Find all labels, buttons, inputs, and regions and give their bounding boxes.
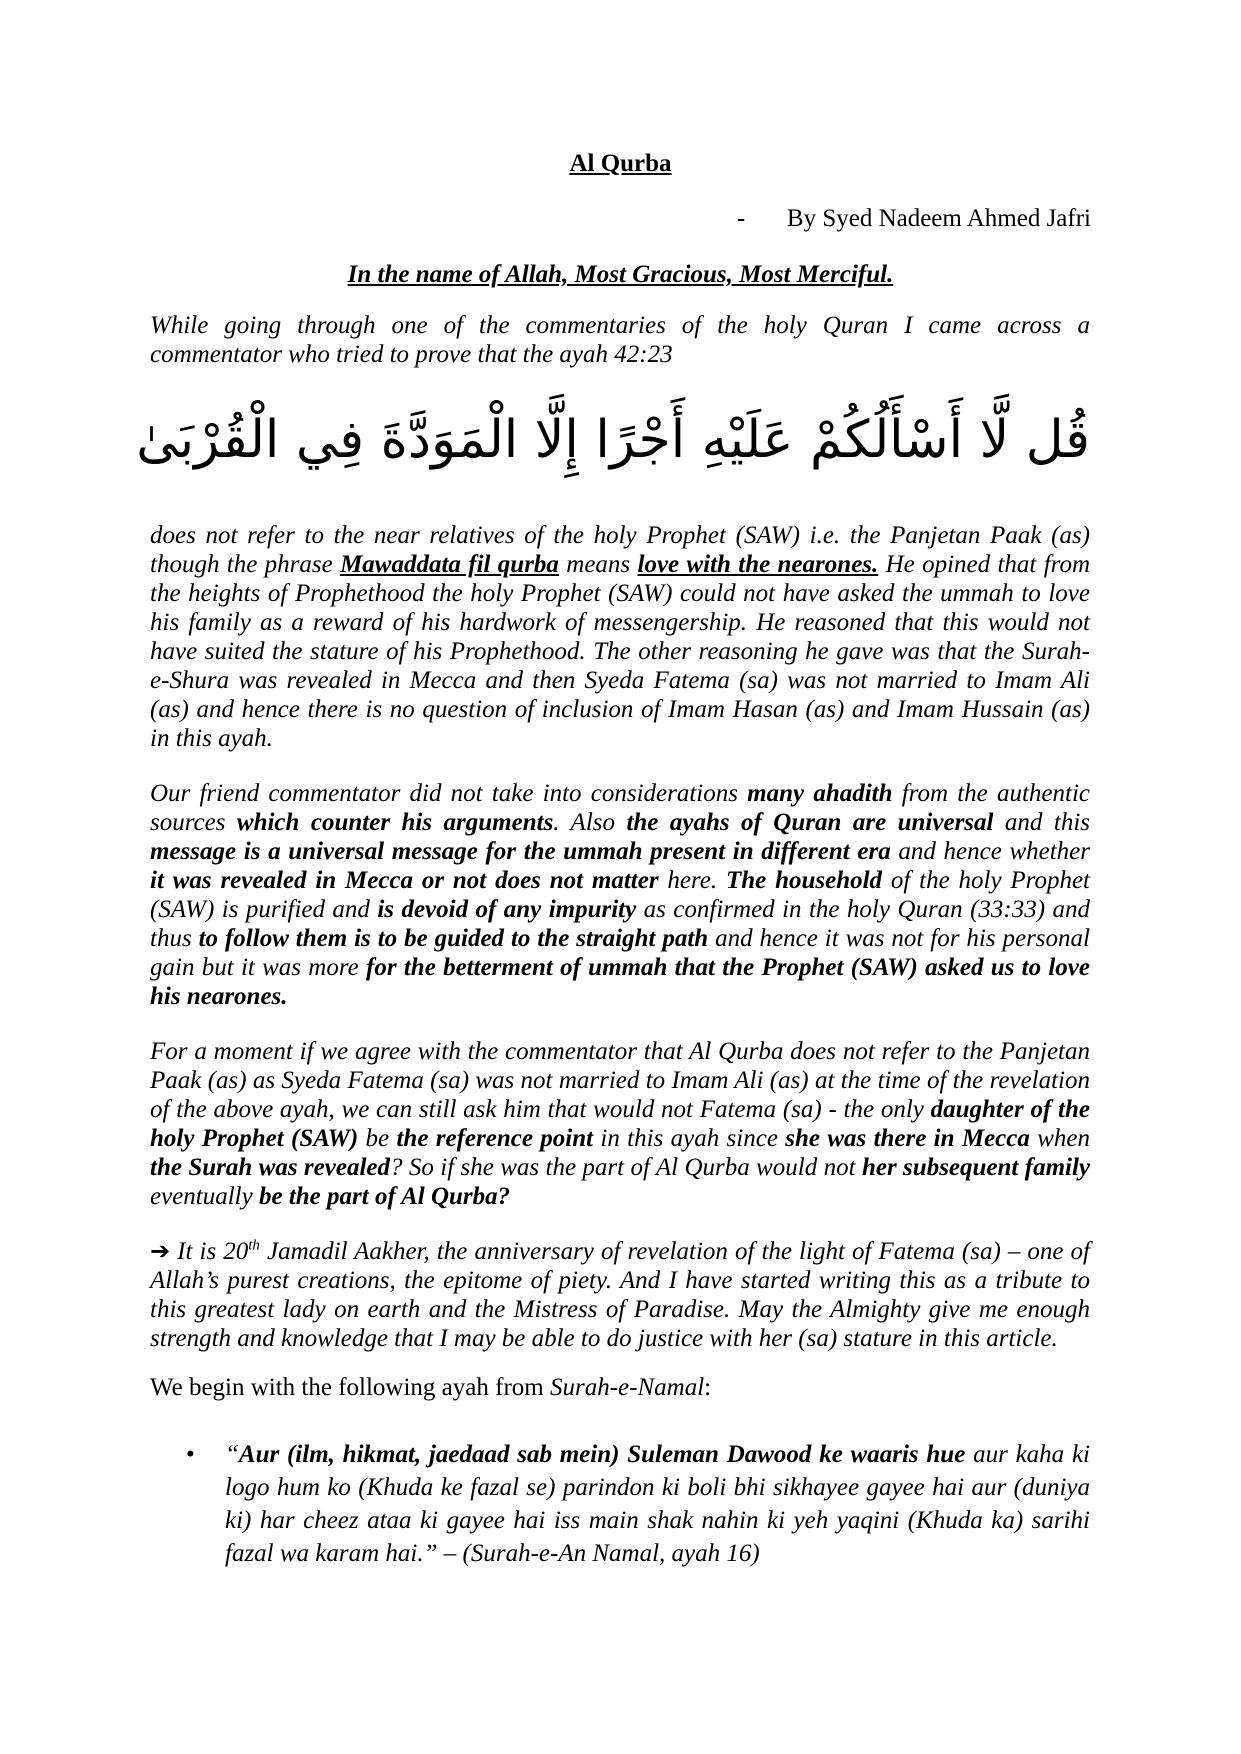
- text-span: here.: [658, 867, 726, 894]
- text-span: be: [358, 1125, 397, 1152]
- bold-span: for the betterment of ummah that the Prophet (SAW) asked us to love his nearones.: [150, 954, 1090, 1010]
- bold-span: the reference point: [396, 1125, 594, 1152]
- arrow-icon: ➔: [150, 1237, 171, 1265]
- text-span: He opined that from the heights of Prophethood the holy Prophet (SAW) could not have asked the ummah to love his family as a reward of his hardwork of messengership. He reasoned that this would not have suited the stature of his Prophethood. The other reasoning he gave was that the Surah-e-Shura was revealed in Mecca and then Syeda Fatema (sa) was not married to Imam Ali (as) and hence there is no question of inclusion of Imam Hasan (as) and Imam Hussain (as) in this ayah.: [150, 551, 1091, 752]
- intro-paragraph: While going through one of the commentaries of the holy Quran I came across a commentator who tried to prove that the ayah 42:23: [150, 312, 1090, 368]
- bold-span: is devoid of any impurity: [377, 896, 637, 923]
- paragraph-begin: [150, 1373, 1090, 1402]
- text-span: ? So if she was the part of Al Qurba would not: [390, 1154, 862, 1181]
- text-span: Jamadil Aakher, the anniversary of revelation of the light of Fatema (sa) – one of Allah’s purest creations, the epitome of piety. And I have started writing this as a tribute to this greatest lady on earth and the Mistress of Paradise. May the Almighty give me enough strength and knowledge that I may be able to do justice with her (sa) stature in this article.: [150, 1238, 1090, 1352]
- text-span: eventually: [150, 1183, 259, 1210]
- bold-span: daughter of the holy Prophet (SAW): [150, 1096, 1090, 1152]
- bold-span: to follow them is to be guided to the straight path: [198, 925, 709, 952]
- document-title: Al Qurba: [569, 150, 672, 177]
- bold-span: her subsequent family: [861, 1154, 1091, 1181]
- bold-span: which counter his arguments: [236, 809, 554, 836]
- text-span: We begin with the following ayah from: [150, 1374, 550, 1401]
- byline-dash: -: [736, 205, 746, 232]
- bold-span: it was revealed in Mecca or not does not matter: [150, 867, 659, 894]
- phrase-mawaddata: Mawaddata fil qurba: [340, 551, 559, 578]
- text-span: means: [558, 551, 638, 578]
- text-span: . Also: [553, 809, 627, 836]
- paragraph-tribute: [150, 1237, 1090, 1353]
- byline-author: By Syed Nadeem Ahmed Jafri: [786, 205, 1091, 232]
- text-span: when: [1029, 1125, 1090, 1152]
- text-span: in this ayah since: [593, 1125, 786, 1152]
- text-span: and hence it was not for his personal gain but it was more: [150, 925, 1090, 981]
- bold-span: be the part of Al Qurba?: [258, 1183, 511, 1210]
- text-span: It is 20: [170, 1238, 249, 1265]
- bold-span: the ayahs of Quran are universal: [626, 809, 994, 836]
- bold-span: The household: [725, 867, 883, 894]
- text-span: and hence whether: [890, 838, 1090, 865]
- arabic-verse: قُل لَّا أَسْأَلُكُمْ عَلَيْهِ أَجْرًا إِلَّا الْمَوَدَّةَ فِي الْقُرْبَىٰ: [136, 410, 1090, 470]
- text-span: as confirmed in the holy Quran (33:33) and thus: [150, 896, 1091, 952]
- bold-span: she was there in Mecca: [785, 1125, 1030, 1152]
- quote-text: [225, 1438, 1090, 1570]
- text-span: “: [225, 1441, 239, 1468]
- text-span: and this: [993, 809, 1091, 836]
- surah-name: Surah-e-Namal: [549, 1374, 705, 1401]
- paragraph-fatema-reference: [150, 1037, 1090, 1211]
- paragraph-counter-argument: [150, 779, 1090, 1011]
- text-span: of the holy Prophet (SAW) is purified and: [150, 867, 1090, 923]
- phrase-love-nearones: love with the nearones.: [637, 551, 879, 578]
- text-span: does not refer to the near relatives of the holy Prophet (SAW) i.e. the Panjetan Paak (as) though the phrase: [150, 522, 1090, 578]
- bold-span: many ahadith: [747, 780, 893, 807]
- text-span: For a moment if we agree with the commentator that Al Qurba does not refer to the Panjetan Paak (as) as Syeda Fatema (sa) was not married to Imam Ali (as) at the time of the revelation of the above ayah, we can still ask him that would not Fatema (sa) - the only: [150, 1038, 1090, 1123]
- bismillah-heading: In the name of Allah, Most Gracious, Most Merciful.: [347, 261, 894, 288]
- bold-span: Aur (ilm, hikmat, jaedaad sab mein) Suleman Dawood ke waaris hue: [238, 1441, 966, 1468]
- text-span: Our friend commentator did not take into considerations: [150, 780, 748, 807]
- superscript: th: [248, 1237, 260, 1254]
- author-byline: [737, 203, 1091, 235]
- bold-span: the Surah was revealed: [150, 1154, 390, 1181]
- paragraph-commentator-view: [150, 521, 1090, 753]
- text-span: from the authentic sources: [150, 780, 1091, 836]
- bullet-icon: •: [186, 1441, 195, 1468]
- text-span: :: [704, 1374, 712, 1401]
- text-span: aur kaha ki logo hum ko (Khuda ke fazal se) parindon ki boli bhi sikhayee gayee hai aur (duniya ki) har cheez ataa ki gayee hai iss main shak nahin ki yeh yaqini (Khuda ka) sarihi fazal wa karam hai.” – (Surah-e-An Namal, ayah 16): [225, 1441, 1090, 1567]
- bold-span: message is a universal message for the ummah present in different era: [150, 838, 891, 865]
